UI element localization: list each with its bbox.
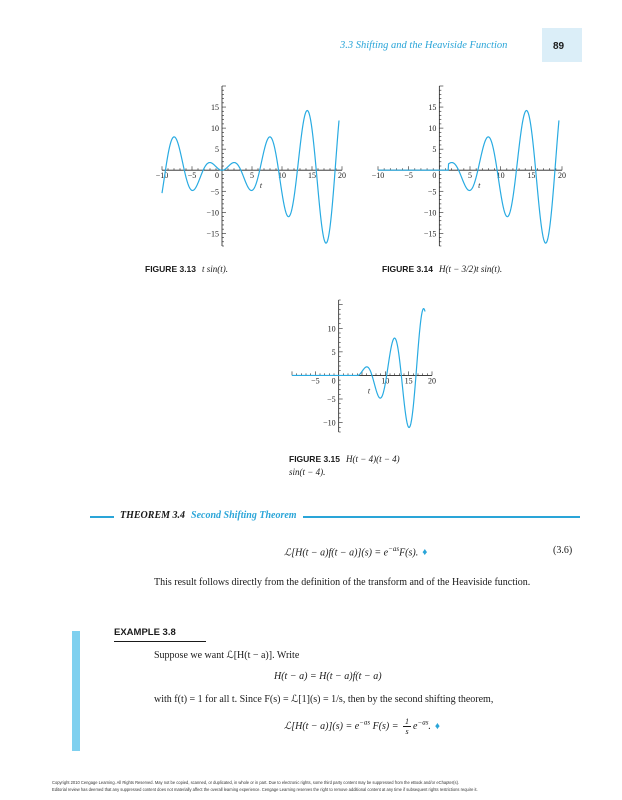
- figure-label: FIGURE 3.14: [382, 264, 434, 274]
- y-tick-label: −5: [327, 395, 336, 404]
- running-head: 3.3 Shifting and the Heaviside Function: [340, 40, 508, 51]
- fraction: [403, 717, 411, 736]
- x-tick-label: −10: [155, 171, 169, 181]
- x-axis-label: t: [367, 386, 371, 396]
- caption-figure-3-15-line2: [289, 467, 325, 477]
- x-tick-label: 5: [468, 171, 472, 181]
- y-tick-label: −5: [210, 187, 219, 197]
- example-line-1: [154, 649, 299, 663]
- y-tick-label: 5: [215, 145, 219, 155]
- y-tick-label: 10: [428, 124, 437, 134]
- example-text: Suppose we want ℒ[H(t − a)]. Write: [154, 650, 300, 661]
- fraction-numerator: 1: [405, 717, 410, 726]
- display-lhs: ℒ[H(t − a)](s) = e: [284, 720, 360, 732]
- theorem-heading: [114, 510, 303, 521]
- y-tick-label: −10: [206, 208, 219, 218]
- figure-caption: sin(t − 4).: [289, 467, 326, 477]
- x-tick-label: 10: [496, 171, 505, 181]
- example-rule: [114, 641, 206, 642]
- x-tick-label: 15: [404, 376, 413, 386]
- y-tick-label: 10: [211, 124, 219, 134]
- x-tick-label: −5: [404, 171, 413, 181]
- x-tick-label: 20: [428, 376, 436, 386]
- example-text: with f(t) = 1 for all t. Since F(s) = ℒ[1](s) = 1/s, then by the second shifting theorem,: [154, 694, 494, 705]
- y-tick-label: −15: [423, 229, 437, 239]
- plot-figure-3-15: [282, 290, 442, 442]
- y-tick-label: 15: [211, 103, 219, 113]
- theorem-name: THEOREM 3.4: [120, 510, 186, 521]
- caption-figure-3-15: [289, 454, 400, 464]
- figure-caption: H(t − 4)(t − 4): [346, 454, 400, 464]
- x-tick-label: 15: [527, 171, 536, 181]
- display-exponent: −as: [417, 718, 429, 727]
- x-tick-label: −5: [187, 171, 197, 181]
- x-tick-label: −5: [311, 376, 320, 386]
- display-end: .: [428, 720, 431, 732]
- fraction-denominator: s: [405, 727, 409, 736]
- display-exponent: −as: [359, 718, 371, 727]
- x-tick-label: 0: [215, 171, 219, 181]
- series-line: [292, 309, 425, 428]
- end-diamond-icon: ♦: [422, 547, 428, 559]
- figure-label: FIGURE 3.13: [145, 264, 197, 274]
- example-sidebar-bar: [72, 631, 80, 751]
- x-tick-label: −10: [371, 171, 385, 181]
- x-tick-label: 0: [331, 376, 336, 386]
- paragraph: This result follows directly from the definition of the transform and of the Heaviside function.: [154, 577, 531, 588]
- display-e: e: [413, 720, 418, 732]
- x-tick-label: 5: [250, 171, 254, 181]
- y-tick-label: −5: [427, 187, 437, 197]
- copyright-line-2: Editorial review has deemed that any suppressed content does not materially affect the overall learning experience. Cengage Learning reserves the right to remove additional content at any time if subsequent rights restrictions require it.: [52, 787, 478, 792]
- example-title: EXAMPLE 3.8: [114, 627, 176, 638]
- x-axis-label: t: [478, 181, 481, 191]
- x-axis-label: t: [259, 181, 263, 191]
- equation-lhs: ℒ[H(t − a)f(t − a)](s) = e: [284, 547, 389, 559]
- example-display-1: H(t − a) = H(t − a)f(t − a): [274, 671, 382, 682]
- display-mid: F(s) =: [372, 720, 399, 732]
- end-diamond-icon: ♦: [434, 720, 441, 732]
- equation-exponent: −as: [388, 545, 400, 553]
- plot-figure-3-13: [152, 76, 352, 256]
- theorem-equation: [284, 545, 427, 558]
- y-tick-label: 5: [331, 347, 336, 357]
- x-tick-label: 10: [381, 376, 390, 386]
- copyright-line-1: Copyright 2010 Cengage Learning. All Rights Reserved. May not be copied, scanned, or duplicated, in whole or in part. Due to electronic rights, some third party content may be suppressed from the eBook and/or eChapter(s).: [52, 780, 460, 785]
- plot-figure-3-14: [368, 76, 572, 256]
- theorem-subtitle: Second Shifting Theorem: [191, 510, 297, 521]
- y-tick-label: −10: [423, 208, 437, 218]
- figure-label: FIGURE 3.15: [289, 454, 341, 464]
- y-tick-label: 15: [428, 103, 437, 113]
- equation-rhs: F(s).: [399, 547, 419, 559]
- x-tick-label: 20: [338, 171, 346, 181]
- equation-number: (3.6): [553, 545, 573, 556]
- y-tick-label: −15: [206, 229, 219, 239]
- y-tick-label: −10: [323, 418, 336, 428]
- example-line-2: [154, 693, 493, 707]
- x-tick-label: 20: [558, 171, 566, 181]
- x-tick-label: 0: [432, 171, 437, 181]
- example-display-2: [284, 717, 440, 736]
- y-tick-label: 5: [432, 145, 437, 155]
- figure-caption: t sin(t).: [202, 264, 229, 274]
- caption-figure-3-13: [145, 264, 228, 274]
- y-tick-label: 10: [327, 324, 336, 334]
- caption-figure-3-14: [382, 264, 502, 274]
- page-number: 89: [553, 41, 565, 52]
- x-tick-label: 15: [308, 171, 316, 181]
- figure-caption: H(t − 3/2)t sin(t).: [439, 264, 503, 274]
- x-tick-label: 10: [278, 171, 286, 181]
